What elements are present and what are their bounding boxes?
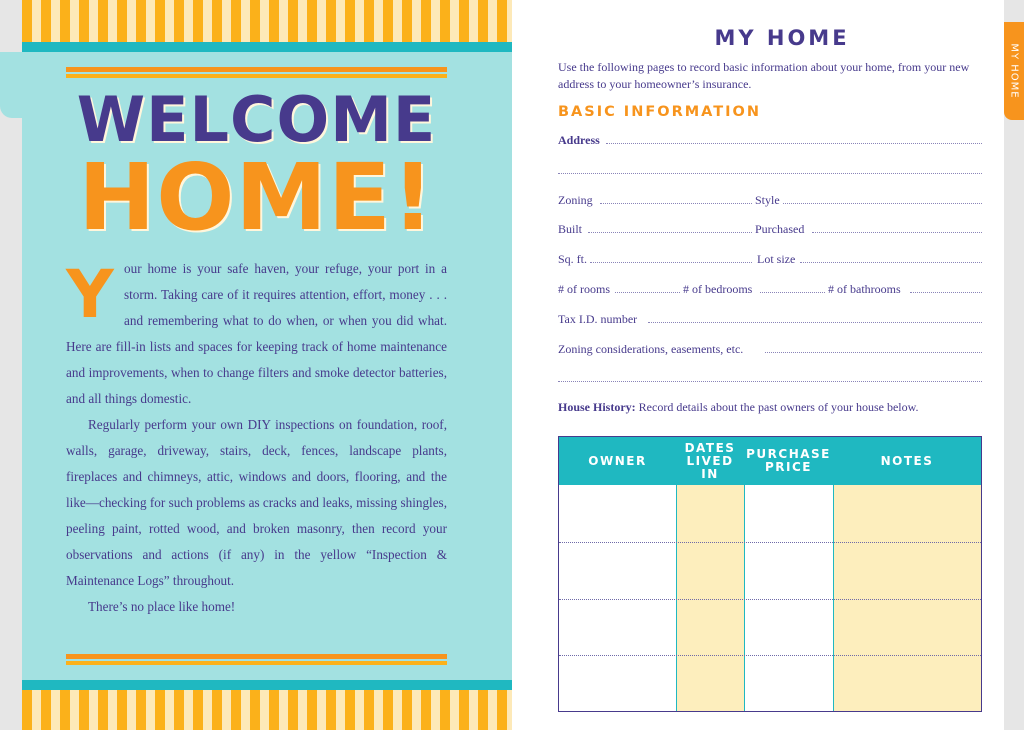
- zoning-field[interactable]: [600, 203, 752, 204]
- drop-cap: Y: [66, 256, 114, 333]
- welcome-heading: WELCOME: [76, 83, 437, 156]
- dates-column: [676, 485, 744, 711]
- home-heading: HOME!: [78, 144, 435, 251]
- zoning-considerations-field[interactable]: [765, 352, 982, 353]
- zoning-considerations-label: Zoning considerations, easements, etc.: [558, 342, 744, 356]
- top-double-rule: [66, 67, 447, 78]
- rooms-label: # of rooms: [558, 282, 610, 296]
- header-owner: OWNER: [559, 437, 676, 485]
- sqft-field[interactable]: [590, 262, 752, 263]
- row-divider: [559, 655, 981, 656]
- address-field[interactable]: [606, 143, 982, 144]
- sqft-label: Sq. ft.: [558, 252, 588, 266]
- zoning-considerations-field-line-2[interactable]: [558, 381, 982, 382]
- top-stripes: [22, 0, 512, 42]
- row-divider: [559, 599, 981, 600]
- notes-column: [833, 485, 981, 711]
- bottom-double-rule: [66, 654, 447, 665]
- lot-size-field[interactable]: [800, 262, 982, 263]
- purchased-field[interactable]: [812, 232, 982, 233]
- tax-id-field[interactable]: [648, 322, 982, 323]
- header-purchase-price: PURCHASE PRICE: [744, 437, 833, 485]
- house-history-table: [558, 436, 982, 712]
- intro-body: [66, 256, 447, 620]
- lot-size-label: Lot size: [757, 252, 796, 266]
- bedrooms-label: # of bedrooms: [683, 282, 753, 296]
- purchased-label: Purchased: [755, 222, 805, 236]
- built-label: Built: [558, 222, 583, 236]
- house-history-instruction: [558, 400, 919, 415]
- bathrooms-label: # of bathrooms: [828, 282, 901, 296]
- bottom-teal-bar: [22, 680, 512, 690]
- style-label: Style: [755, 193, 780, 207]
- house-history-label: House History:: [558, 400, 636, 414]
- page-intro: Use the following pages to record basic information about your home, from your new address to your homeowner’s insurance.: [558, 60, 970, 91]
- header-dates-lived-in: DATES LIVED IN: [676, 437, 744, 485]
- style-field[interactable]: [783, 203, 982, 204]
- house-history-text: Record details about the past owners of your house below.: [635, 400, 919, 414]
- tax-id-label: Tax I.D. number: [558, 312, 638, 326]
- bottom-stripes: [22, 690, 512, 730]
- column-divider: [676, 485, 677, 711]
- intro-paragraph-3: There’s no place like home!: [88, 599, 236, 614]
- address-field-line-2[interactable]: [558, 173, 982, 174]
- intro-paragraph-1: our home is your safe haven, your refuge, your port in a storm. Taking care of it requires attention, effort, money . . . and remembering what to do when, or when you did what. Here are fill-in lists and spaces for keeping track of home maintenance and improvements, when to change filters and smoke detector batteries, and all things domestic.: [66, 261, 447, 406]
- zoning-label: Zoning: [558, 193, 593, 207]
- section-heading: BASIC INFORMATION: [558, 104, 762, 120]
- column-divider: [744, 485, 745, 711]
- top-teal-bar: [22, 42, 512, 52]
- row-divider: [559, 542, 981, 543]
- page-title: MY HOME: [714, 26, 850, 50]
- bedrooms-field[interactable]: [760, 292, 825, 293]
- bathrooms-field[interactable]: [910, 292, 982, 293]
- column-divider: [833, 485, 834, 711]
- intro-paragraph-2: Regularly perform your own DIY inspections on foundation, roof, walls, garage, driveway, stairs, deck, fences, landscape plants, fireplaces and chimneys, attic, windows and doors, flooring, and the like—checking for such problems as cracks and leaks, missing shingles, peeling paint, rotted wood, and broken masonry, then record your observations and actions (if any) in the yellow “Inspection & Maintenance Logs” throughout.: [66, 417, 447, 588]
- built-field[interactable]: [588, 232, 752, 233]
- price-column: [744, 485, 833, 711]
- header-notes: NOTES: [833, 437, 981, 485]
- rooms-field[interactable]: [615, 292, 680, 293]
- side-tab-label: MY HOME: [1008, 43, 1020, 99]
- owner-column: [559, 485, 676, 711]
- address-label: Address: [558, 133, 600, 147]
